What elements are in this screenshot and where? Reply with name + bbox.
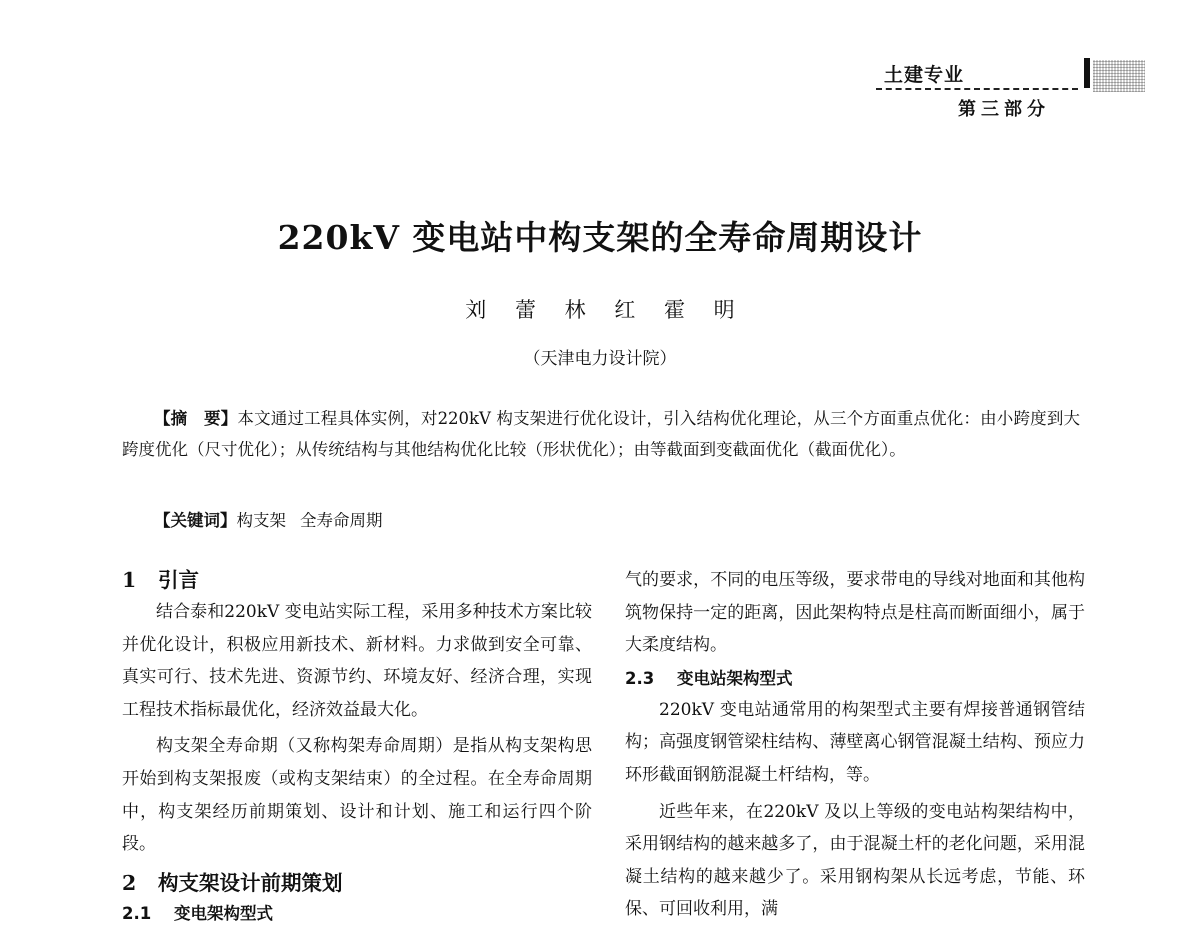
left-column: [122, 564, 592, 929]
section-number: 2: [122, 870, 137, 895]
keyword: 全寿命周期: [300, 511, 383, 530]
section-title: 引言: [158, 568, 199, 592]
subsection-heading-2-3: [625, 664, 1085, 694]
keywords: [154, 507, 383, 531]
section-number: 1: [122, 568, 137, 592]
paragraph: 结合泰和220kV 变电站实际工程，采用多种技术方案比较并优化设计，积极应用新技术、新材料。力求做到安全可靠、真实可行、技术先进、资源节约、环境友好、经济合理，实现工程技术指标最优化，经济效益最大化。: [122, 602, 592, 720]
section-heading-1: [122, 564, 592, 596]
paragraph: 近些年来，在220kV 及以上等级的变电站构架结构中，采用钢结构的越来越多了，由于混凝土杆的老化问题，采用混凝土结构的越来越少了。采用钢构架从长远考虑，节能、环保、可回收利用，满: [625, 801, 1085, 920]
keyword: 构支架: [236, 511, 286, 530]
article-affiliation: （天津电力设计院）: [523, 349, 677, 369]
section-title: 变电架构型式: [174, 903, 273, 923]
section-label: 土建专业: [884, 64, 965, 86]
article-authors: 刘 蕾 林 红 霍 明: [465, 298, 735, 322]
section-title: 变电站架构型式: [677, 668, 793, 688]
section-number: 2.3: [625, 668, 655, 688]
paragraph: 构支架全寿命期（又称构架寿命周期）是指从构支架构思开始到构支架报废（或构支架结束）的全过程。在全寿命周期中，构支架经历前期策划、设计和计划、施工和运行四个阶段。: [122, 736, 592, 855]
abstract: [122, 403, 1080, 465]
part-label: 第三部分: [958, 99, 1050, 120]
section-heading-2: [122, 867, 592, 899]
section-title: 构支架设计前期策划: [158, 870, 343, 895]
paragraph: 220kV 变电站通常用的构架型式主要有焊接普通钢管结构；高强度钢管梁柱结构、薄壁离心钢管混凝土结构、预应力环形截面钢筋混凝土杆结构，等。: [625, 699, 1085, 785]
article-title: 220kV 变电站中构支架的全寿命周期设计: [277, 218, 923, 257]
abstract-text: 本文通过工程具体实例，对220kV 构支架进行优化设计，引入结构优化理论，从三个方面重点优化：由小跨度到大跨度优化（尺寸优化）；从传统结构与其他结构优化比较（形状优化）；由等截面到变截面优化（截面优化）。: [122, 409, 1081, 459]
header-decoration: [1093, 60, 1145, 92]
keywords-label: 【关键词】: [154, 511, 237, 530]
header-dashed-rule: [876, 88, 1078, 90]
section-number: 2.1: [122, 903, 152, 923]
subsection-heading-2-1: [122, 899, 592, 929]
header-marker-bar: [1084, 58, 1090, 88]
abstract-label: 【摘 要】: [154, 409, 238, 428]
right-column: [625, 564, 1085, 926]
paragraph: 气的要求，不同的电压等级，要求带电的导线对地面和其他构筑物保持一定的距离，因此架构特点是柱高而断面细小，属于大柔度结构。: [625, 570, 1085, 656]
